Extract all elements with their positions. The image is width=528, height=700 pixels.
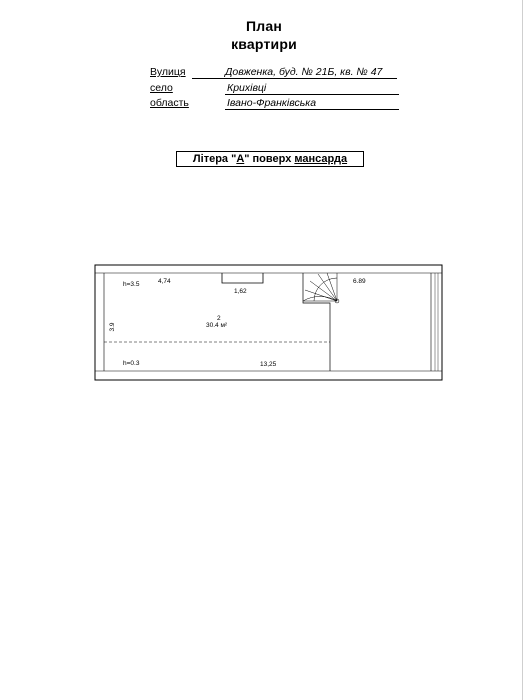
liter-letter: А [236, 153, 245, 165]
stair-partition [303, 273, 330, 371]
street-label: Вулиця [150, 66, 186, 78]
region-label: область [150, 97, 189, 109]
dim-depth: 3.9 [109, 322, 116, 332]
height-top-label: h=3.5 [123, 281, 140, 288]
dim-total-length: 13,25 [260, 361, 277, 368]
region-value: Івано-Франківська [225, 97, 399, 110]
dim-niche: 1,62 [234, 288, 247, 295]
dim-stair: 6.89 [353, 278, 366, 285]
liter-middle: " поверх [244, 153, 295, 165]
wall-niche [222, 273, 263, 283]
village-label: село [150, 82, 173, 94]
dim-left-width: 4,74 [158, 278, 171, 285]
liter-prefix: Літера " [192, 153, 237, 165]
document-title: План [246, 18, 282, 34]
height-bottom-label: h=0.3 [123, 360, 140, 367]
room-number: 2 [217, 315, 221, 322]
village-value: Крихівці [225, 82, 399, 95]
document-subtitle: квартири [231, 36, 297, 52]
room-area: 30.4 м² [206, 322, 228, 329]
liter-floor: мансарда [294, 153, 348, 165]
spiral-staircase [303, 273, 339, 303]
street-value: Довженка, буд. № 21Б, кв. № 47 [192, 66, 397, 79]
